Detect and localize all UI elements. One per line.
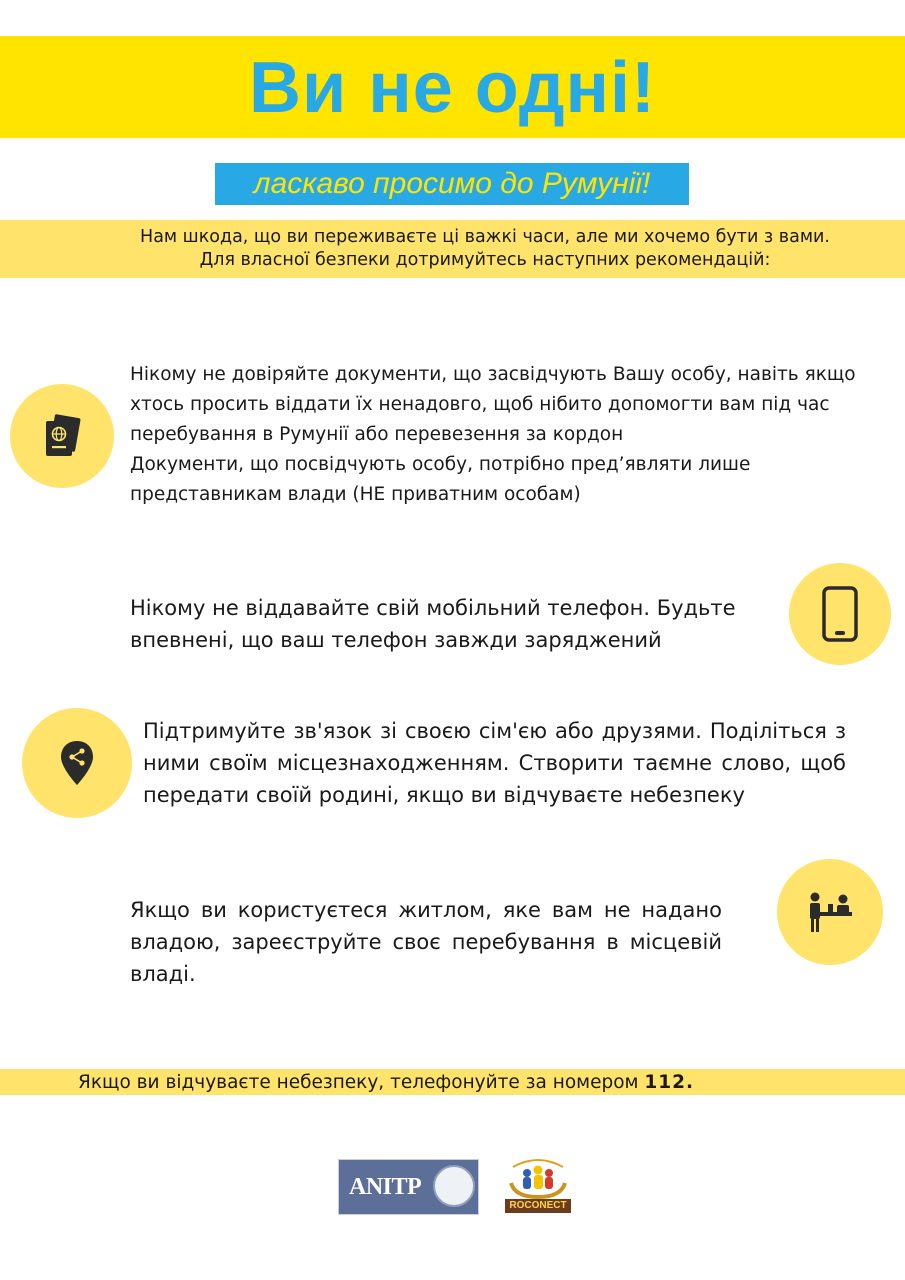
roconect-logo [505, 1157, 571, 1215]
welcome-banner: ласкаво просимо до Румунії! [215, 163, 689, 205]
tip-phone: Нікому не віддавайте свій мобільний телефон. Будьте впевнені, що ваш телефон завжди заряджений [130, 596, 736, 652]
tip-documents-text-2: Документи, що посвідчують особу, потрібно пред’являти лише представникам влади (НЕ приватним особам) [130, 454, 751, 505]
emergency-number: 112. [644, 1072, 695, 1093]
passport-icon-circle [10, 384, 114, 488]
registration-icon-circle [777, 859, 883, 965]
share-location-icon [60, 740, 94, 786]
tip-documents-text: Нікому не довіряйте документи, що засвідчують Вашу особу, навіть якщо хтось просить віддати їх ненадовго, щоб нібито допомогти вам під час перебування в Румунії або перевезення за кордон [130, 364, 856, 445]
registration-desk-icon [806, 890, 854, 934]
phone-icon-circle [789, 563, 891, 665]
police-seal-icon [433, 1165, 475, 1207]
emergency-notice [78, 1071, 878, 1095]
tip-documents [130, 360, 870, 510]
passport-icon [42, 414, 82, 458]
anitp-logo-text: ANITP [349, 1174, 422, 1200]
anitp-logo [338, 1159, 479, 1215]
tip-registration: Якщо ви користуєтеся житлом, яке вам не надано владою, зареєструйте своє перебування в місцевій владі. [130, 898, 722, 986]
intro-line-2: Для власної безпеки дотримуйтесь наступних рекомендацій: [199, 250, 771, 270]
emergency-notice-text: Якщо ви відчуваєте небезпеку, телефонуйте за номером [78, 1072, 639, 1093]
location-icon-circle [22, 708, 132, 818]
roconect-logo-text: ROCONECT [505, 1199, 571, 1213]
mobile-phone-icon [821, 586, 859, 642]
intro-line-1: Нам шкода, що ви переживаєте ці важкі часи, але ми хочемо бути з вами. [140, 227, 830, 247]
intro-text [60, 226, 905, 272]
page-title: Ви не одні! [249, 48, 656, 128]
people-hands-icon [505, 1157, 571, 1199]
tip-contact: Підтримуйте зв'язок зі своєю сім'єю або друзями. Поділіться з ними своїм місцезнаходженням. Створити таємне слово, щоб передати своїй родині, якщо ви відчуваєте небезпеку [143, 719, 846, 807]
